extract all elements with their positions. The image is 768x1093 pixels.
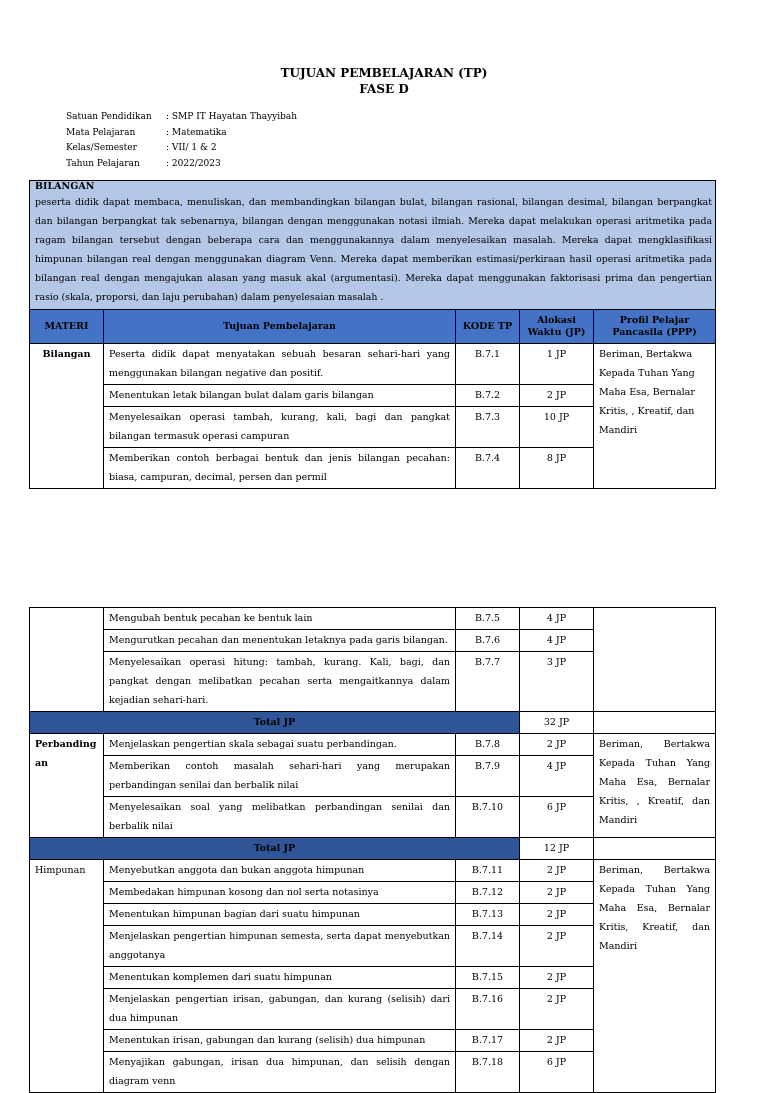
cp-text: peserta didik dapat membaca, menuliskan, dan membandingkan bilangan bulat, bilangan rasional, bilangan desimal, bilangan berpangkat dan bilangan berpangkat tak sebenarnya, bilangan dengan menggunakan notasi ilmiah. Mereka dapat melakukan operasi aritmetika pada ragam bilangan tersebut dengan beberapa cara dan menggunakannya dalam menyelesaikan masalah. Mereka dapat mengklasifikasi himpunan bilangan real dengan menggunakan diagram Venn. Mereka dapat memberikan estimasi/perkiraan hasil operasi aritmetika pada bilangan real dengan mengajukan alasan yang masuk akal (argumentasi). Mereka dapat menggunakan faktorisasi prima dan pengertian rasio (skala, proporsi, dan laju perubahan) dalam penyelesaian masalah . (35, 197, 713, 303)
kode-cell: B.7.1 (456, 344, 520, 385)
materi-cell (30, 608, 104, 712)
header-alokasi: Alokasi Waktu (JP) (520, 310, 594, 344)
tp-cell: Menyelesaikan operasi tambah, kurang, kali, bagi dan pangkat bilangan termasuk operasi campuran (104, 407, 456, 448)
meta-key: Satuan Pendidikan (66, 112, 152, 122)
tp-cell: Menjelaskan pengertian himpunan semesta, serta dapat menyebutkan anggotanya (104, 926, 456, 967)
jp-cell: 1 JP (520, 344, 594, 385)
meta-value: : SMP IT Hayatan Thayyibah (166, 112, 298, 122)
kode-cell: B.7.9 (456, 756, 520, 797)
tp-cell: Menyebutkan anggota dan bukan anggota himpunan (104, 860, 456, 882)
header-materi: MATERI (30, 310, 104, 344)
kode-cell: B.7.2 (456, 385, 520, 407)
meta-value: : VII/ 1 & 2 (166, 143, 217, 153)
total-value: 32 JP (520, 712, 594, 734)
kode-cell: B.7.11 (456, 860, 520, 882)
tp-cell: Menyajikan gabungan, irisan dua himpunan, dan selisih dengan diagram venn (104, 1052, 456, 1093)
jp-cell: 2 JP (520, 904, 594, 926)
kode-cell: B.7.16 (456, 989, 520, 1030)
ppp-cell: Beriman, Bertakwa Kepada Tuhan Yang Maha Esa, Bernalar Kritis, Kreatif, dan Mandiri (594, 860, 716, 1093)
cp-heading: BILANGAN (35, 181, 95, 192)
meta-row (66, 157, 297, 173)
total-row (30, 838, 716, 860)
tp-cell: Menjelaskan pengertian irisan, gabungan, dan kurang (selisih) dari dua himpunan (104, 989, 456, 1030)
header-ppp: Profil Pelajar Pancasila (PPP) (594, 310, 716, 344)
capaian-pembelajaran (30, 181, 716, 310)
ppp-cell: Beriman, Bertakwa Kepada Tuhan Yang Maha Esa, Bernalar Kritis, , Kreatif, dan Mandiri (594, 344, 716, 489)
document-subtitle: FASE D (359, 82, 409, 96)
tp-cell: Memberikan contoh masalah sehari-hari yang merupakan perbandingan senilai dan berbalik nilai (104, 756, 456, 797)
tp-cell: Menjelaskan pengertian skala sebagai suatu perbandingan. (104, 734, 456, 756)
kode-cell: B.7.3 (456, 407, 520, 448)
tp-cell: Menentukan himpunan bagian dari suatu himpunan (104, 904, 456, 926)
tp-cell: Menentukan irisan, gabungan dan kurang (selisih) dua himpunan (104, 1030, 456, 1052)
total-label: Total JP (30, 838, 520, 860)
tp-cell: Menentukan komplemen dari suatu himpunan (104, 967, 456, 989)
kode-cell: B.7.7 (456, 652, 520, 712)
total-label: Total JP (30, 712, 520, 734)
meta-info (66, 110, 297, 172)
total-ppp-empty (594, 838, 716, 860)
header-tujuan: Tujuan Pembelajaran (104, 310, 456, 344)
materi-cell: Bilangan (30, 344, 104, 489)
materi-cell: Himpunan (30, 860, 104, 1093)
jp-cell: 2 JP (520, 967, 594, 989)
table-row (30, 344, 716, 385)
jp-cell: 2 JP (520, 882, 594, 904)
jp-cell: 2 JP (520, 1030, 594, 1052)
meta-value: : Matematika (166, 127, 227, 138)
jp-cell: 3 JP (520, 652, 594, 712)
jp-cell: 6 JP (520, 797, 594, 838)
kode-cell: B.7.13 (456, 904, 520, 926)
document-title: TUJUAN PEMBELAJARAN (TP) (280, 66, 488, 80)
table-header (30, 310, 716, 344)
total-row (30, 712, 716, 734)
jp-cell: 4 JP (520, 756, 594, 797)
kode-cell: B.7.17 (456, 1030, 520, 1052)
tp-cell: Menentukan letak bilangan bulat dalam garis bilangan (104, 385, 456, 407)
jp-cell: 2 JP (520, 734, 594, 756)
kode-cell: B.7.6 (456, 630, 520, 652)
meta-row (66, 110, 297, 126)
kode-cell: B.7.10 (456, 797, 520, 838)
kode-cell: B.7.18 (456, 1052, 520, 1093)
meta-row (66, 141, 297, 157)
jp-cell: 2 JP (520, 860, 594, 882)
table-row (30, 734, 716, 756)
jp-cell: 4 JP (520, 608, 594, 630)
jp-cell: 2 JP (520, 385, 594, 407)
meta-key: Mata Pelajaran (66, 127, 136, 138)
jp-cell: 8 JP (520, 448, 594, 489)
tp-cell: Mengubah bentuk pecahan ke bentuk lain (104, 608, 456, 630)
tp-cell: Membedakan himpunan kosong dan nol serta notasinya (104, 882, 456, 904)
tp-cell: Mengurutkan pecahan dan menentukan letaknya pada garis bilangan. (104, 630, 456, 652)
jp-cell: 2 JP (520, 989, 594, 1030)
tp-cell: Memberikan contoh berbagai bentuk dan jenis bilangan pecahan: biasa, campuran, decimal, persen dan permil (104, 448, 456, 489)
kode-cell: B.7.4 (456, 448, 520, 489)
tp-table-2 (29, 607, 716, 1093)
materi-cell: Perbandingan (30, 734, 104, 838)
table-row (30, 608, 716, 630)
kode-cell: B.7.14 (456, 926, 520, 967)
meta-key: Tahun Pelajaran (66, 158, 140, 169)
total-ppp-empty (594, 712, 716, 734)
kode-cell: B.7.8 (456, 734, 520, 756)
tp-cell: Peserta didik dapat menyatakan sebuah besaran sehari-hari yang menggunakan bilangan negative dan positif. (104, 344, 456, 385)
kode-cell: B.7.15 (456, 967, 520, 989)
kode-cell: B.7.5 (456, 608, 520, 630)
meta-row (66, 126, 297, 142)
total-value: 12 JP (520, 838, 594, 860)
tp-cell: Menyelesaikan soal yang melibatkan perbandingan senilai dan berbalik nilai (104, 797, 456, 838)
jp-cell: 4 JP (520, 630, 594, 652)
kode-cell: B.7.12 (456, 882, 520, 904)
jp-cell: 2 JP (520, 926, 594, 967)
tp-table-1 (29, 180, 716, 489)
meta-value: : 2022/2023 (166, 158, 221, 169)
ppp-cell: Beriman, Bertakwa Kepada Tuhan Yang Maha Esa, Bernalar Kritis, , Kreatif, dan Mandiri (594, 734, 716, 838)
header-kode: KODE TP (456, 310, 520, 344)
cp-row (30, 181, 716, 310)
jp-cell: 10 JP (520, 407, 594, 448)
meta-key: Kelas/Semester (66, 143, 137, 153)
table-row (30, 860, 716, 882)
tp-cell: Menyelesaikan operasi hitung: tambah, kurang. Kali, bagi, dan pangkat dengan melibatkan pecahan serta mengaitkannya dalam kejadian sehari-hari. (104, 652, 456, 712)
jp-cell: 6 JP (520, 1052, 594, 1093)
ppp-cell (594, 608, 716, 712)
